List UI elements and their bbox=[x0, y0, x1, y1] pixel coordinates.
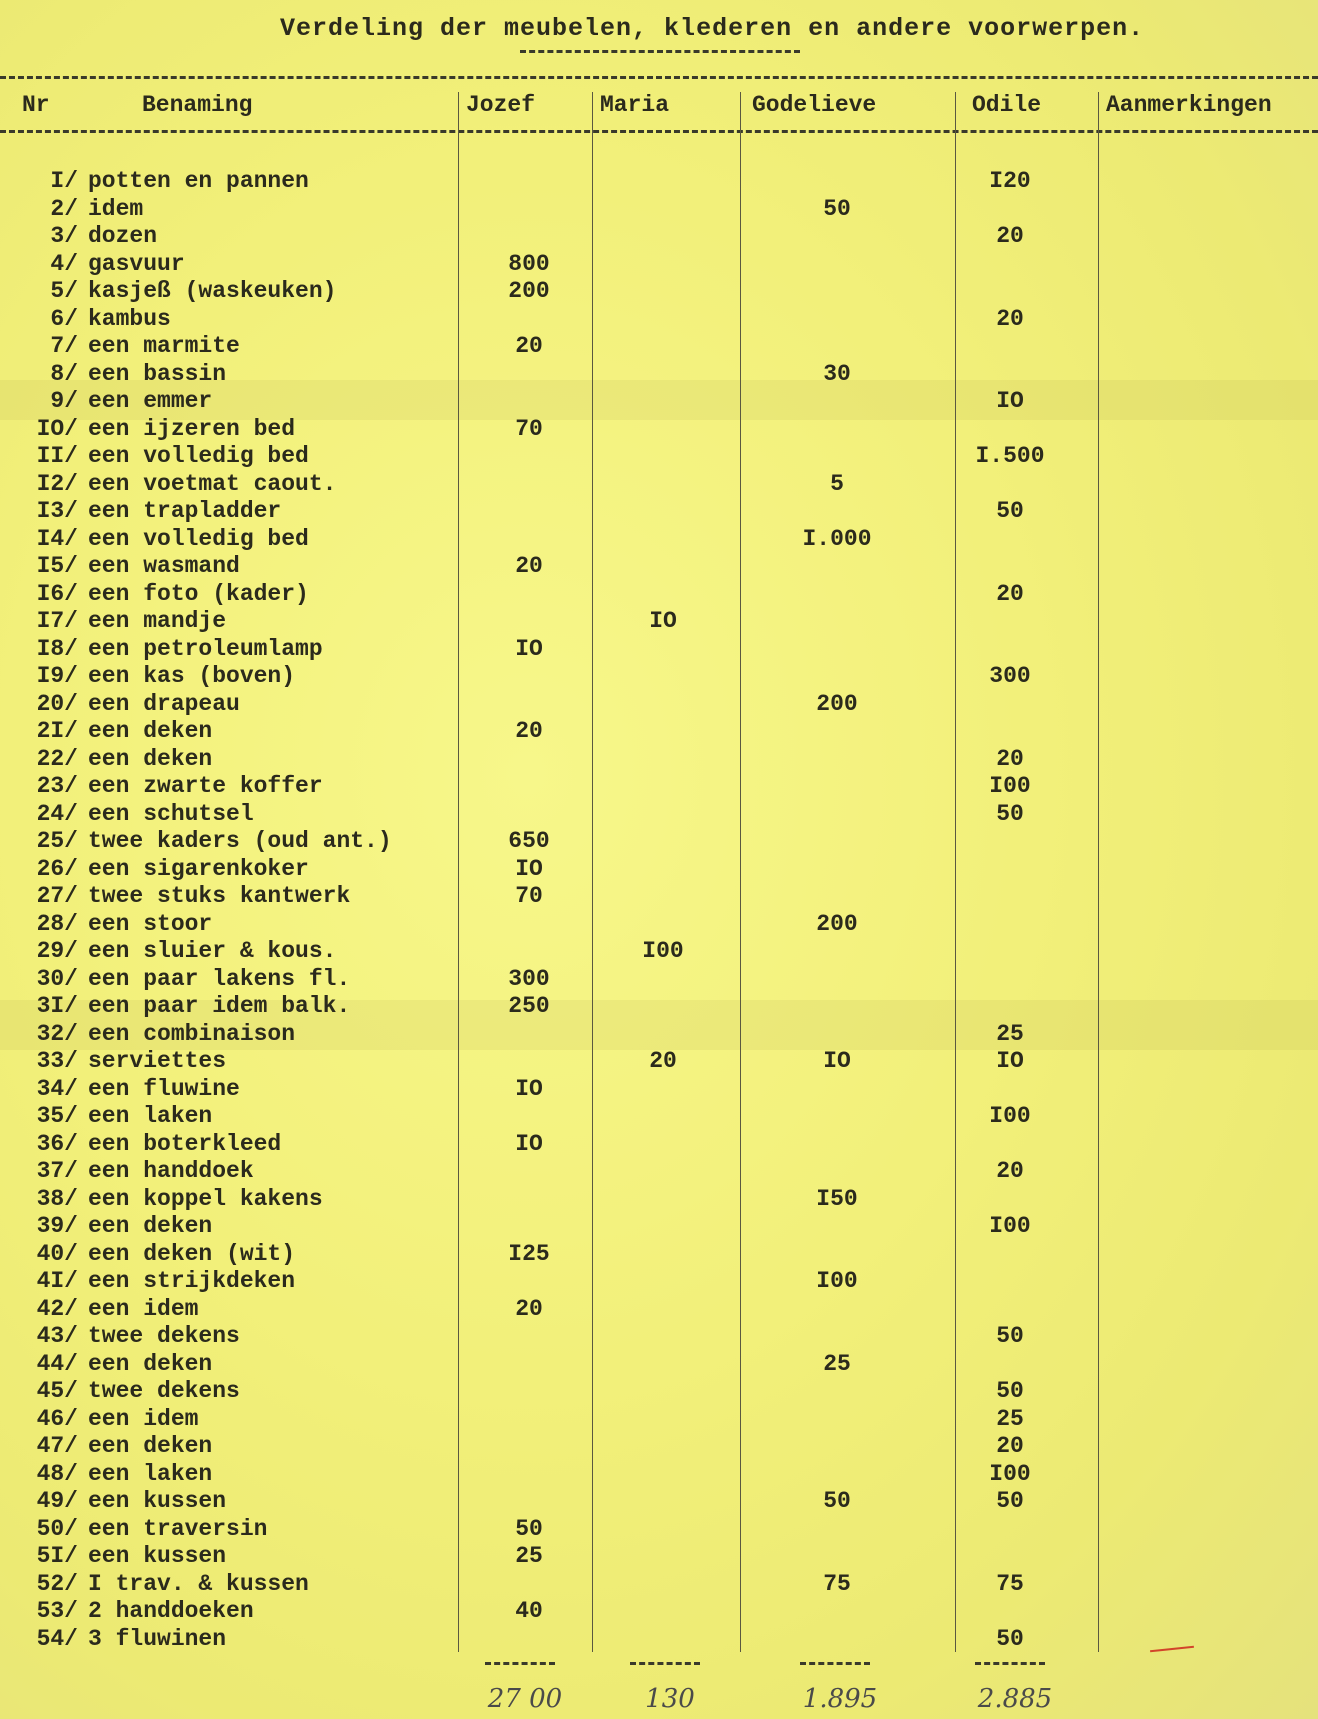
row-number: 45/ bbox=[36, 1378, 78, 1404]
row-number: 29/ bbox=[36, 938, 78, 964]
value-odile: 25 bbox=[996, 1020, 1024, 1047]
table-row bbox=[0, 443, 1318, 470]
row-number: 2/ bbox=[50, 195, 78, 222]
value-jozef: 40 bbox=[515, 1598, 543, 1624]
item-name: een deken (wit) bbox=[88, 1240, 296, 1267]
value-jozef: 50 bbox=[515, 1515, 543, 1542]
item-name: serviettes bbox=[88, 1048, 227, 1074]
item-name: een fluwine bbox=[88, 1075, 240, 1102]
row-number: 39/ bbox=[36, 1213, 78, 1239]
item-name: een paar idem balk. bbox=[88, 993, 351, 1019]
value-jozef: 800 bbox=[508, 250, 550, 277]
item-name: een kussen bbox=[88, 1488, 227, 1514]
value-odile: 20 bbox=[996, 305, 1024, 332]
row-number: 32/ bbox=[36, 1020, 78, 1047]
row-number: 34/ bbox=[36, 1075, 78, 1102]
item-name: een volledig bed bbox=[88, 443, 309, 469]
row-number: 46/ bbox=[36, 1405, 78, 1432]
table-row bbox=[0, 1186, 1318, 1213]
table-row bbox=[0, 1461, 1318, 1488]
value-jozef: IO bbox=[515, 1130, 543, 1157]
value-godelieve: I00 bbox=[816, 1268, 858, 1294]
row-number: 38/ bbox=[36, 1185, 78, 1212]
value-jozef: 70 bbox=[515, 415, 543, 442]
item-name: 2 handdoeken bbox=[88, 1598, 254, 1624]
table-row bbox=[0, 883, 1318, 910]
value-maria: I00 bbox=[642, 938, 684, 964]
item-name: een wasmand bbox=[88, 553, 240, 579]
header-bottom-rule bbox=[0, 130, 1318, 133]
row-number: 23/ bbox=[36, 773, 78, 799]
value-odile: 50 bbox=[996, 1378, 1024, 1404]
row-number: 8/ bbox=[50, 360, 78, 387]
table-row bbox=[0, 828, 1318, 855]
value-godelieve: 30 bbox=[823, 360, 851, 387]
value-odile: IO bbox=[996, 1048, 1024, 1074]
item-name: een koppel kakens bbox=[88, 1185, 323, 1212]
row-number: 37/ bbox=[36, 1158, 78, 1184]
row-number: I3/ bbox=[36, 498, 78, 524]
header-top-rule bbox=[0, 76, 1318, 79]
item-name: een deken bbox=[88, 718, 213, 744]
item-name: een laken bbox=[88, 1103, 213, 1129]
table-row bbox=[0, 993, 1318, 1020]
item-name: een idem bbox=[88, 1295, 199, 1322]
item-name: een boterkleed bbox=[88, 1130, 282, 1157]
row-number: 5I/ bbox=[36, 1543, 78, 1569]
value-godelieve: 50 bbox=[823, 1488, 851, 1514]
item-name: twee stuks kantwerk bbox=[88, 883, 351, 909]
value-godelieve: 5 bbox=[830, 470, 844, 497]
document-title: Verdeling der meubelen, klederen en andere voorwerpen. bbox=[280, 14, 1145, 43]
table-row bbox=[0, 1076, 1318, 1103]
sum-rule-odile bbox=[975, 1662, 1045, 1665]
value-odile: 50 bbox=[996, 800, 1024, 827]
total-godelieve: 1.895 bbox=[802, 1684, 878, 1714]
value-odile: 20 bbox=[996, 1433, 1024, 1459]
table-row bbox=[0, 1516, 1318, 1543]
row-number: 28/ bbox=[36, 910, 78, 937]
value-jozef: IO bbox=[515, 635, 543, 662]
row-number: 53/ bbox=[36, 1598, 78, 1624]
value-odile: 20 bbox=[996, 223, 1024, 249]
item-name: een traversin bbox=[88, 1515, 268, 1542]
table-row bbox=[0, 1406, 1318, 1433]
item-name: een laken bbox=[88, 1460, 213, 1487]
table-row bbox=[0, 1131, 1318, 1158]
table-row bbox=[0, 1158, 1318, 1185]
row-number: 25/ bbox=[36, 828, 78, 854]
value-odile: 50 bbox=[996, 1488, 1024, 1514]
row-number: 30/ bbox=[36, 965, 78, 992]
table-row bbox=[0, 1488, 1318, 1515]
table-row bbox=[0, 663, 1318, 690]
item-name: een drapeau bbox=[88, 690, 240, 717]
row-number: 26/ bbox=[36, 855, 78, 882]
row-number: 36/ bbox=[36, 1130, 78, 1157]
table-row bbox=[0, 223, 1318, 250]
table-row bbox=[0, 1378, 1318, 1405]
value-odile: 20 bbox=[996, 1158, 1024, 1184]
table-row bbox=[0, 691, 1318, 718]
item-name: gasvuur bbox=[88, 250, 185, 277]
value-odile: I00 bbox=[989, 773, 1031, 799]
row-number: 24/ bbox=[36, 800, 78, 827]
item-name: een mandje bbox=[88, 608, 227, 634]
row-number: 9/ bbox=[50, 388, 78, 414]
row-number: 42/ bbox=[36, 1295, 78, 1322]
row-number: 33/ bbox=[36, 1048, 78, 1074]
row-number: 35/ bbox=[36, 1103, 78, 1129]
row-number: 3I/ bbox=[36, 993, 78, 1019]
value-maria: 20 bbox=[649, 1048, 677, 1074]
total-maria: 130 bbox=[645, 1684, 695, 1714]
total-jozef: 27 00 bbox=[487, 1684, 563, 1714]
column-header-godelieve: Godelieve bbox=[752, 92, 877, 118]
item-name: twee dekens bbox=[88, 1378, 240, 1404]
item-name: een combinaison bbox=[88, 1020, 296, 1047]
value-godelieve: I50 bbox=[816, 1185, 858, 1212]
item-name: een sigarenkoker bbox=[88, 855, 309, 882]
item-name: een emmer bbox=[88, 388, 213, 414]
row-number: II/ bbox=[36, 443, 78, 469]
item-name: een idem bbox=[88, 1405, 199, 1432]
row-number: I5/ bbox=[36, 553, 78, 579]
item-name: een petroleumlamp bbox=[88, 635, 323, 662]
row-number: I7/ bbox=[36, 608, 78, 634]
total-odile: 2.885 bbox=[977, 1684, 1053, 1714]
value-godelieve: I.000 bbox=[802, 525, 872, 552]
row-number: 52/ bbox=[36, 1570, 78, 1597]
table-row bbox=[0, 1543, 1318, 1570]
row-number: 3/ bbox=[50, 223, 78, 249]
item-name: een kussen bbox=[88, 1543, 227, 1569]
row-number: 22/ bbox=[36, 745, 78, 772]
value-odile: 50 bbox=[996, 1625, 1024, 1652]
table-row bbox=[0, 498, 1318, 525]
row-number: 49/ bbox=[36, 1488, 78, 1514]
row-number: 54/ bbox=[36, 1625, 78, 1652]
item-name: een sluier & kous. bbox=[88, 938, 337, 964]
value-jozef: IO bbox=[515, 855, 543, 882]
table-row bbox=[0, 306, 1318, 333]
row-number: 27/ bbox=[36, 883, 78, 909]
column-header-maria: Maria bbox=[600, 92, 670, 118]
value-odile: I00 bbox=[989, 1460, 1031, 1487]
item-name: een handdoek bbox=[88, 1158, 254, 1184]
item-name: een deken bbox=[88, 1213, 213, 1239]
table-row bbox=[0, 1048, 1318, 1075]
table-row bbox=[0, 1021, 1318, 1048]
value-odile: I.500 bbox=[975, 443, 1045, 469]
item-name: een trapladder bbox=[88, 498, 282, 524]
title-underline bbox=[520, 50, 800, 53]
row-number: 50/ bbox=[36, 1515, 78, 1542]
item-name: een strijkdeken bbox=[88, 1268, 296, 1294]
item-name: I trav. & kussen bbox=[88, 1570, 309, 1597]
item-name: een bassin bbox=[88, 360, 227, 387]
table-row bbox=[0, 801, 1318, 828]
table-row bbox=[0, 526, 1318, 553]
value-odile: 300 bbox=[989, 663, 1031, 689]
row-number: 48/ bbox=[36, 1460, 78, 1487]
column-header-remarks: Aanmerkingen bbox=[1106, 92, 1272, 118]
item-name: een volledig bed bbox=[88, 525, 309, 552]
value-godelieve: IO bbox=[823, 1048, 851, 1074]
item-name: twee kaders (oud ant.) bbox=[88, 828, 392, 854]
column-header-name: Benaming bbox=[142, 92, 253, 118]
table-row bbox=[0, 966, 1318, 993]
table-row bbox=[0, 1103, 1318, 1130]
table-row bbox=[0, 1571, 1318, 1598]
table-row bbox=[0, 1598, 1318, 1625]
table-row bbox=[0, 388, 1318, 415]
row-number: 2I/ bbox=[36, 718, 78, 744]
item-name: een zwarte koffer bbox=[88, 773, 323, 799]
item-name: een paar lakens fl. bbox=[88, 965, 351, 992]
row-number: 40/ bbox=[36, 1240, 78, 1267]
value-jozef: I25 bbox=[508, 1240, 550, 1267]
value-godelieve: 50 bbox=[823, 195, 851, 222]
table-row bbox=[0, 581, 1318, 608]
value-jozef: 250 bbox=[508, 993, 550, 1019]
table-row bbox=[0, 608, 1318, 635]
row-number: 47/ bbox=[36, 1433, 78, 1459]
item-name: een stoor bbox=[88, 910, 213, 937]
row-number: 43/ bbox=[36, 1323, 78, 1349]
item-name: een deken bbox=[88, 1433, 213, 1459]
value-jozef: 25 bbox=[515, 1543, 543, 1569]
row-number: I6/ bbox=[36, 580, 78, 607]
row-number: IO/ bbox=[36, 415, 78, 442]
item-name: een schutsel bbox=[88, 800, 254, 827]
item-name: potten en pannen bbox=[88, 168, 309, 194]
value-odile: IO bbox=[996, 388, 1024, 414]
table-row bbox=[0, 196, 1318, 223]
item-name: een marmite bbox=[88, 333, 240, 359]
table-row bbox=[0, 278, 1318, 305]
value-jozef: 70 bbox=[515, 883, 543, 909]
column-header-jozef: Jozef bbox=[466, 92, 536, 118]
value-jozef: 650 bbox=[508, 828, 550, 854]
item-name: dozen bbox=[88, 223, 158, 249]
value-odile: I00 bbox=[989, 1213, 1031, 1239]
table-row bbox=[0, 718, 1318, 745]
item-name: idem bbox=[88, 195, 144, 222]
table-row bbox=[0, 471, 1318, 498]
row-number: 20/ bbox=[36, 690, 78, 717]
value-godelieve: 25 bbox=[823, 1350, 851, 1377]
table-row bbox=[0, 1296, 1318, 1323]
value-odile: 75 bbox=[996, 1570, 1024, 1597]
sum-rule-jozef bbox=[485, 1662, 555, 1665]
row-number: I4/ bbox=[36, 525, 78, 552]
sum-rule-maria bbox=[630, 1662, 700, 1665]
value-jozef: 300 bbox=[508, 965, 550, 992]
item-name: een ijzeren bed bbox=[88, 415, 296, 442]
row-number: I2/ bbox=[36, 470, 78, 497]
value-godelieve: 75 bbox=[823, 1570, 851, 1597]
table-row bbox=[0, 911, 1318, 938]
value-godelieve: 200 bbox=[816, 690, 858, 717]
item-name: twee dekens bbox=[88, 1323, 240, 1349]
sum-rule-godelieve bbox=[800, 1662, 870, 1665]
item-name: een foto (kader) bbox=[88, 580, 309, 607]
value-odile: 50 bbox=[996, 1323, 1024, 1349]
table-row bbox=[0, 1213, 1318, 1240]
table-row bbox=[0, 1268, 1318, 1295]
value-maria: IO bbox=[649, 608, 677, 634]
table-row bbox=[0, 168, 1318, 195]
item-name: kambus bbox=[88, 305, 171, 332]
table-row bbox=[0, 361, 1318, 388]
value-odile: I00 bbox=[989, 1103, 1031, 1129]
table-row bbox=[0, 938, 1318, 965]
row-number: 6/ bbox=[50, 305, 78, 332]
value-odile: 20 bbox=[996, 580, 1024, 607]
column-header-odile: Odile bbox=[972, 92, 1042, 118]
table-row bbox=[0, 773, 1318, 800]
item-name: een deken bbox=[88, 745, 213, 772]
table-row bbox=[0, 1626, 1318, 1653]
row-number: I8/ bbox=[36, 635, 78, 662]
table-row bbox=[0, 1241, 1318, 1268]
item-name: een voetmat caout. bbox=[88, 470, 337, 497]
column-header-nr: Nr bbox=[22, 92, 50, 118]
table-row bbox=[0, 746, 1318, 773]
value-jozef: IO bbox=[515, 1075, 543, 1102]
item-name: een kas (boven) bbox=[88, 663, 296, 689]
value-godelieve: 200 bbox=[816, 910, 858, 937]
item-name: 3 fluwinen bbox=[88, 1625, 227, 1652]
table-row bbox=[0, 1351, 1318, 1378]
row-number: I/ bbox=[50, 168, 78, 194]
table-row bbox=[0, 251, 1318, 278]
value-odile: 20 bbox=[996, 745, 1024, 772]
row-number: 44/ bbox=[36, 1350, 78, 1377]
row-number: 4I/ bbox=[36, 1268, 78, 1294]
table-row bbox=[0, 856, 1318, 883]
table-row bbox=[0, 416, 1318, 443]
value-odile: 50 bbox=[996, 498, 1024, 524]
value-jozef: 20 bbox=[515, 553, 543, 579]
value-jozef: 20 bbox=[515, 1295, 543, 1322]
table-row bbox=[0, 553, 1318, 580]
row-number: 7/ bbox=[50, 333, 78, 359]
value-odile: 25 bbox=[996, 1405, 1024, 1432]
row-number: I9/ bbox=[36, 663, 78, 689]
table-row bbox=[0, 333, 1318, 360]
value-jozef: 200 bbox=[508, 278, 550, 304]
table-row bbox=[0, 1323, 1318, 1350]
value-jozef: 20 bbox=[515, 333, 543, 359]
item-name: kasjeß (waskeuken) bbox=[88, 278, 337, 304]
table-row bbox=[0, 636, 1318, 663]
row-number: 4/ bbox=[50, 250, 78, 277]
value-jozef: 20 bbox=[515, 718, 543, 744]
item-name: een deken bbox=[88, 1350, 213, 1377]
row-number: 5/ bbox=[50, 278, 78, 304]
table-row bbox=[0, 1433, 1318, 1460]
value-odile: I20 bbox=[989, 168, 1031, 194]
